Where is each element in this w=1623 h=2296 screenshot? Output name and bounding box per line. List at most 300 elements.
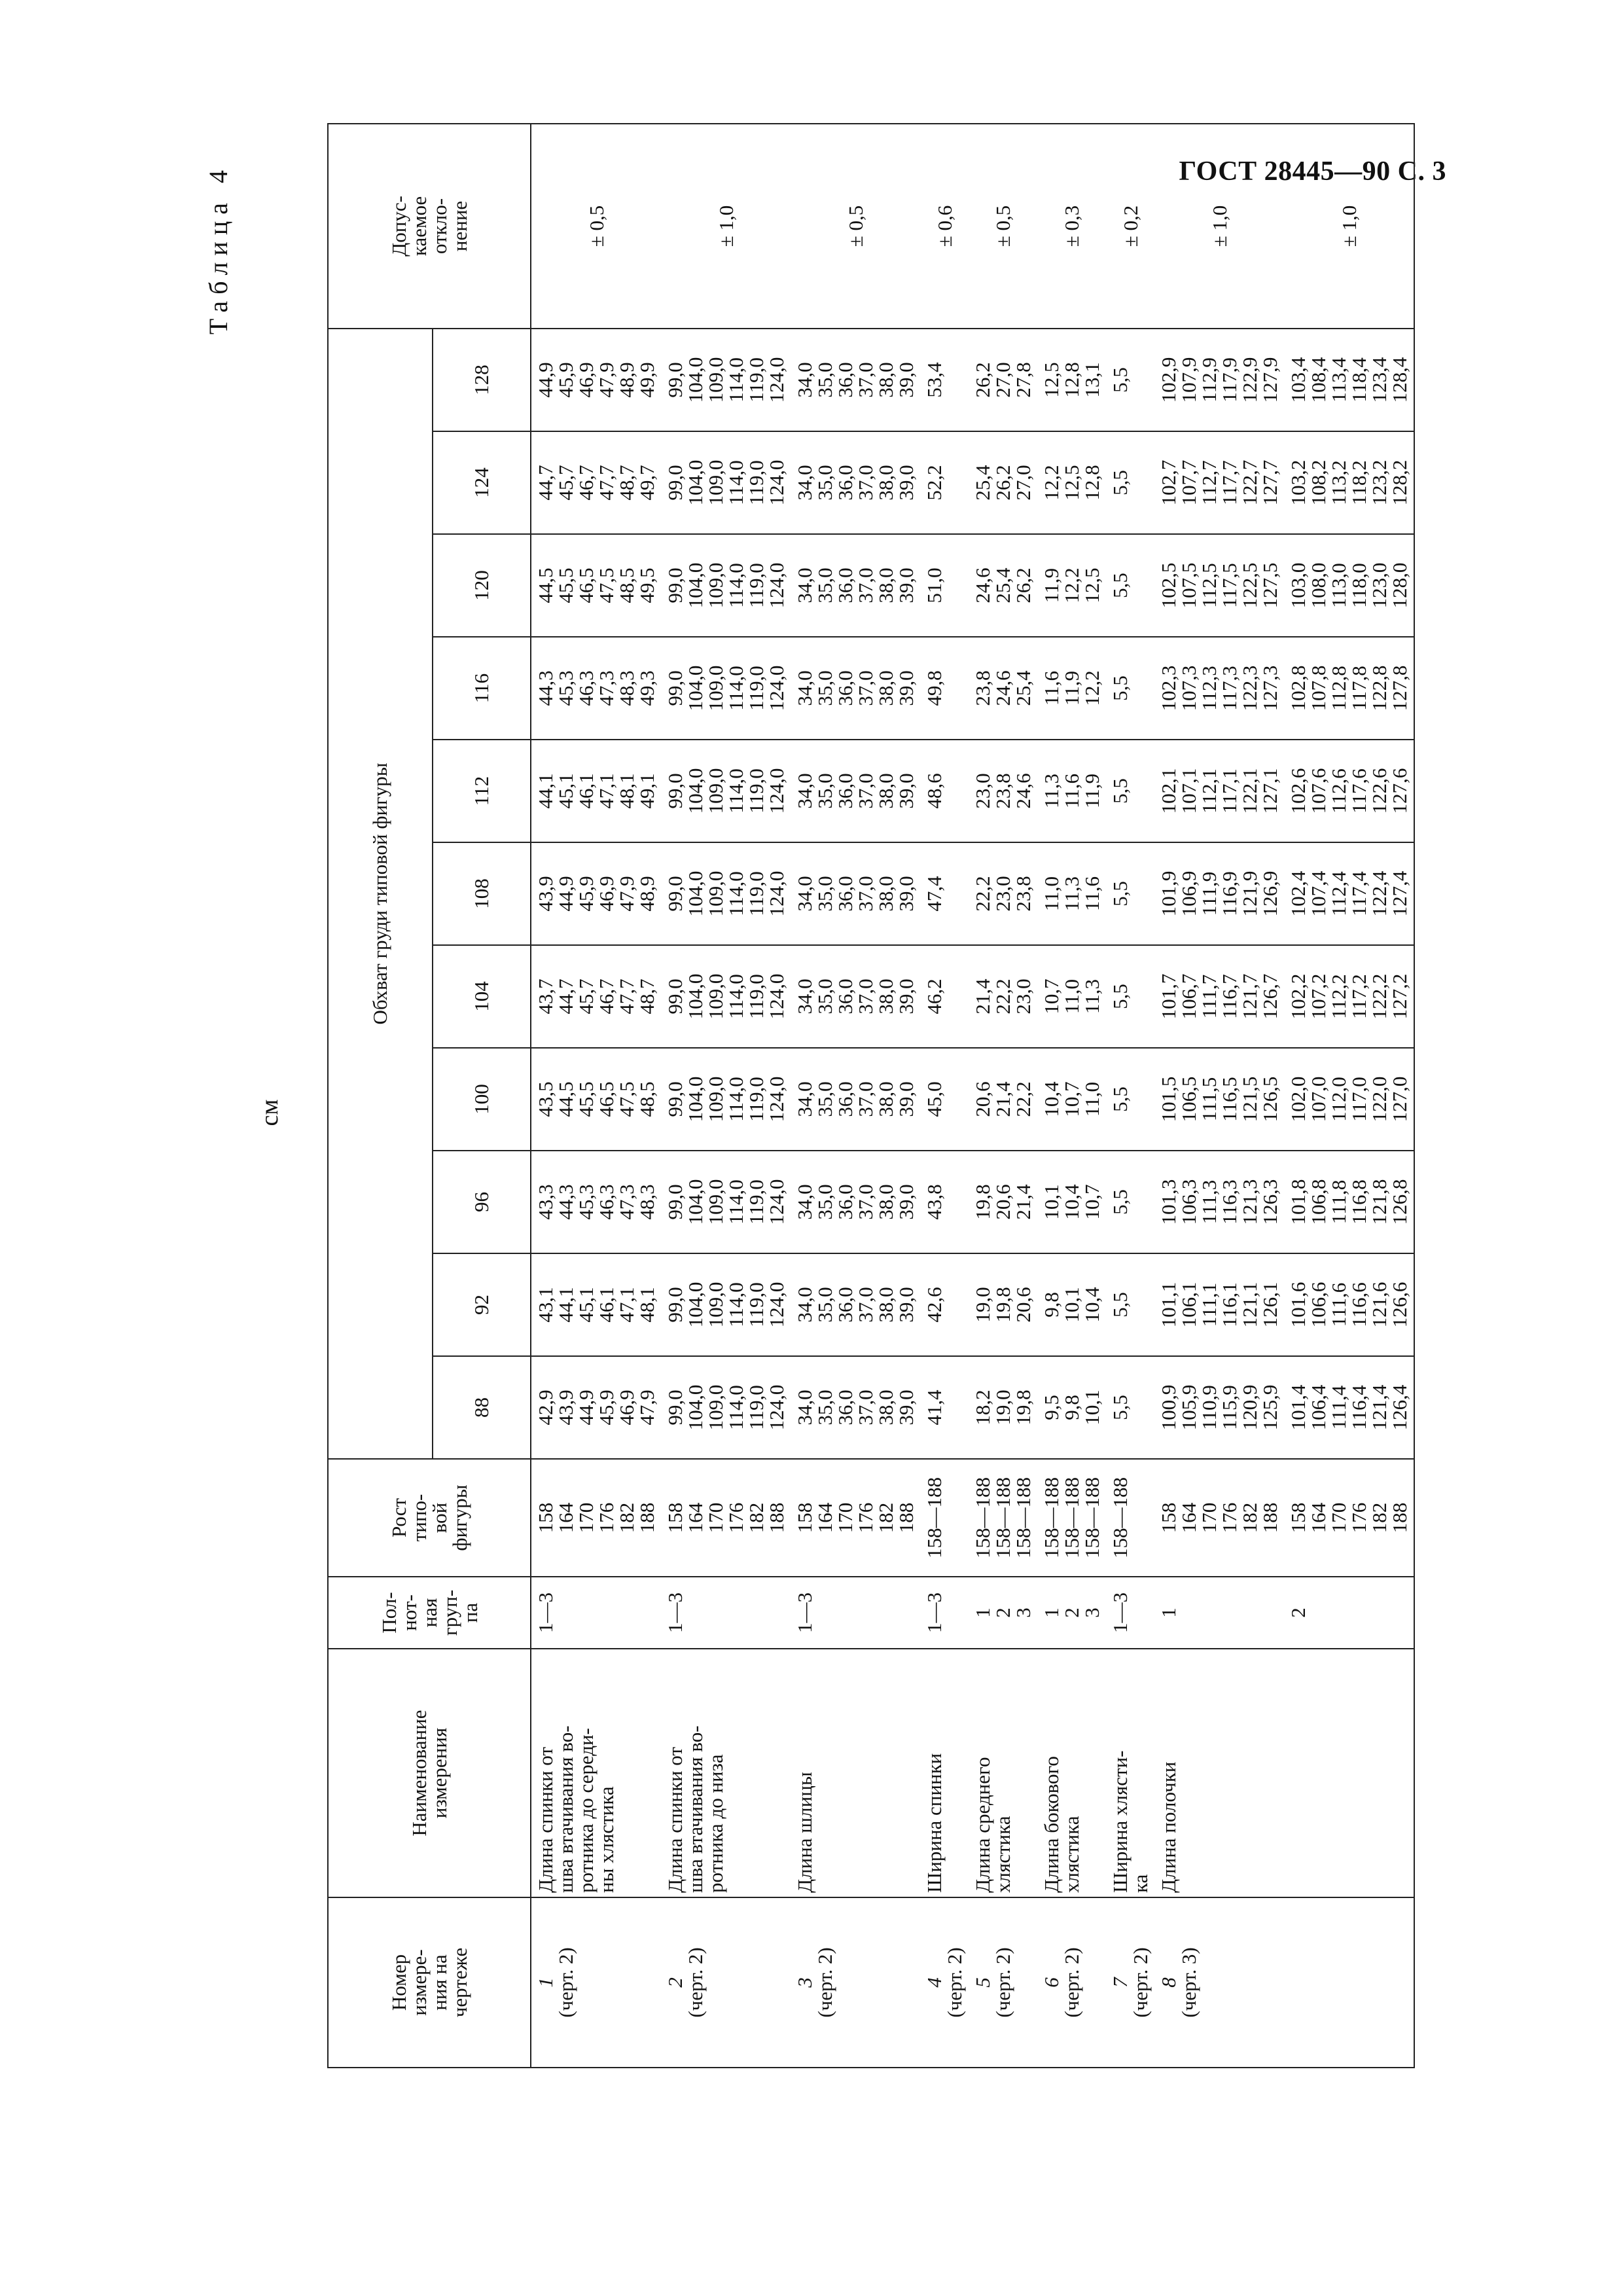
measurement-value: 111,5	[1198, 1077, 1221, 1122]
measurement-value: 38,0	[874, 670, 897, 706]
value-cell	[920, 842, 969, 945]
fullness-group	[969, 1577, 1037, 1649]
measurement-value: 46,7	[595, 978, 618, 1014]
measurement-value: 12,8	[1080, 465, 1103, 501]
measurement-value: 99,0	[664, 876, 687, 912]
value-cell	[1284, 534, 1414, 637]
height-value: 182	[874, 1502, 897, 1534]
measurement-value: 104,0	[684, 870, 707, 917]
value-cell	[531, 637, 661, 740]
measurement-value: 101,8	[1287, 1179, 1310, 1225]
measurement-value: 119,0	[745, 666, 768, 711]
measurement-value: 101,9	[1157, 870, 1180, 917]
measurement-value: 47,5	[615, 1081, 638, 1117]
value-cell	[791, 637, 920, 740]
measurement-value: 49,7	[635, 465, 658, 501]
measurement-value: 119,0	[745, 563, 768, 608]
value-cell	[1154, 637, 1284, 740]
measure-name-line: Длина спинки от	[664, 1747, 687, 1893]
group-value: 2	[991, 1607, 1014, 1618]
measurement-value: 111,4	[1327, 1385, 1350, 1430]
measurement-value: 49,5	[635, 567, 658, 603]
height-value: 188	[895, 1502, 918, 1534]
group-value: 1	[971, 1607, 994, 1618]
measurement-value: 124,0	[765, 562, 788, 609]
group-value: 3	[1080, 1607, 1103, 1618]
figure-height	[1037, 1459, 1106, 1577]
measurement-value: 127,7	[1258, 459, 1281, 506]
value-cell	[1154, 842, 1284, 945]
value-cell	[920, 637, 969, 740]
measurement-value: 19,8	[971, 1184, 994, 1220]
table-body	[531, 124, 1414, 2068]
height-value: 176	[854, 1502, 877, 1534]
figure-height	[661, 1459, 791, 1577]
measurement-value: 12,2	[1060, 567, 1083, 603]
measurement-value: 44,1	[534, 773, 557, 809]
value-cell	[531, 534, 661, 637]
measurement-value: 117,9	[1218, 357, 1241, 403]
header-line: Пол-	[377, 1592, 401, 1634]
header-line: чертеже	[448, 1947, 471, 2018]
measurement-value: 39,0	[895, 1081, 918, 1117]
height-value: 176	[595, 1502, 618, 1534]
measurement-value: 126,4	[1388, 1384, 1411, 1431]
value-cell	[661, 1151, 791, 1253]
measurement-value: 44,9	[534, 362, 557, 398]
measurement-value: 112,4	[1327, 871, 1350, 916]
col-header-tolerance	[328, 124, 531, 329]
value-cell	[969, 534, 1037, 637]
measurement-value: 115,9	[1218, 1385, 1241, 1430]
tolerance-value: ± 0,3	[1037, 124, 1106, 329]
measurement-value: 52,2	[923, 465, 946, 501]
measure-number-value: 1	[534, 1977, 557, 1988]
measurement-value: 46,7	[575, 465, 597, 501]
col-header-num	[328, 1897, 531, 2068]
measurement-value: 27,0	[1012, 465, 1035, 501]
measurement-value: 112,8	[1327, 666, 1350, 711]
measurement-value: 37,0	[854, 773, 877, 809]
measurement-value: 46,3	[575, 670, 597, 706]
measurement-value: 39,0	[895, 362, 918, 398]
measurement-value: 37,0	[854, 978, 877, 1014]
measurement-value: 118,2	[1347, 460, 1370, 505]
measure-number-value: 2	[664, 1977, 687, 1988]
measurement-value: 10,4	[1040, 1081, 1063, 1117]
measurement-value: 124,0	[765, 870, 788, 917]
value-cell	[661, 945, 791, 1048]
value-cell	[661, 842, 791, 945]
measurement-value: 119,0	[745, 1179, 768, 1225]
measurement-value: 38,0	[874, 1287, 897, 1323]
measurement-value: 35,0	[813, 362, 836, 398]
fullness-group	[661, 1577, 791, 1649]
measurement-value: 114,0	[724, 1385, 747, 1430]
measurement-value: 44,7	[534, 465, 557, 501]
measurement-value: 101,4	[1287, 1384, 1310, 1431]
measure-name	[920, 1649, 969, 1897]
measurement-value: 111,6	[1327, 1282, 1350, 1327]
measurement-value: 38,0	[874, 1390, 897, 1426]
caption-row	[177, 157, 321, 2068]
measurement-value: 24,6	[1012, 773, 1035, 809]
measure-number	[920, 1897, 969, 2068]
measurement-value: 44,7	[554, 978, 577, 1014]
page-header: ГОСТ 28445—90 С. 3	[1179, 156, 1446, 187]
measurement-value: 47,9	[595, 362, 618, 398]
measure-name-line: Длина полочки	[1157, 1761, 1180, 1893]
measurement-value: 10,7	[1040, 978, 1063, 1014]
measurement-value: 5,5	[1109, 984, 1132, 1009]
measurement-value: 48,3	[635, 1184, 658, 1220]
measurement-value: 38,0	[874, 978, 897, 1014]
measurement-value: 37,0	[854, 876, 877, 912]
measurement-value: 43,1	[534, 1287, 557, 1323]
measurement-value: 108,0	[1307, 562, 1330, 609]
value-cell	[969, 842, 1037, 945]
measurement-value: 122,2	[1368, 973, 1391, 1020]
height-value: 188	[765, 1502, 788, 1534]
measure-name-line: ротника до низа	[704, 1754, 727, 1893]
measurement-value: 46,1	[575, 773, 597, 809]
col-header-height	[328, 1459, 531, 1577]
measurement-value: 107,0	[1307, 1076, 1330, 1122]
measurement-value: 112,7	[1198, 460, 1221, 505]
measurement-value: 112,9	[1198, 357, 1221, 403]
measurement-value: 39,0	[895, 773, 918, 809]
measurement-value: 5,5	[1109, 573, 1132, 598]
measurement-value: 117,8	[1347, 666, 1370, 711]
header-line: груп-	[438, 1589, 461, 1636]
header-line: па	[458, 1602, 482, 1623]
measurement-value: 117,7	[1218, 460, 1241, 505]
measurement-value: 20,6	[1012, 1287, 1035, 1323]
measurement-value: 127,5	[1258, 562, 1281, 609]
measurement-value: 12,5	[1060, 465, 1083, 501]
tolerance-value: ± 0,5	[791, 124, 920, 329]
group-value: 1—3	[923, 1592, 946, 1633]
measurement-value: 100,9	[1157, 1384, 1180, 1431]
measurement-value: 102,0	[1287, 1076, 1310, 1122]
height-value: 164	[1307, 1502, 1330, 1534]
measurement-value: 107,7	[1177, 459, 1200, 506]
measure-name-line: хлястика	[991, 1816, 1014, 1893]
measurement-value: 38,0	[874, 876, 897, 912]
measurement-value: 39,0	[895, 1390, 918, 1426]
measurement-value: 45,9	[595, 1390, 618, 1426]
value-cell	[1284, 431, 1414, 534]
height-value: 164	[1177, 1502, 1200, 1534]
measurement-value: 113,0	[1327, 563, 1350, 608]
header-line: Номер	[387, 1954, 410, 2011]
measurement-value: 103,4	[1287, 357, 1310, 403]
measurement-value: 45,7	[575, 978, 597, 1014]
measurement-value: 122,1	[1238, 768, 1261, 814]
measurement-value: 110,9	[1198, 1385, 1221, 1430]
measure-name-line: Длина спинки от	[534, 1747, 557, 1893]
measure-name-line: шва втачивания во-	[554, 1725, 577, 1893]
measurement-value: 47,3	[595, 670, 618, 706]
measurement-value: 121,8	[1368, 1179, 1391, 1225]
measurement-value: 126,1	[1258, 1282, 1281, 1328]
measurement-value: 34,0	[793, 876, 816, 912]
header-line: ния на	[428, 1954, 451, 2011]
header-line: вой	[428, 1502, 451, 1534]
height-value: 182	[615, 1502, 638, 1534]
measurement-value: 19,8	[1012, 1390, 1035, 1426]
measurement-value: 23,8	[971, 670, 994, 706]
measurement-value: 117,6	[1347, 768, 1370, 814]
value-cell	[1037, 1356, 1106, 1459]
value-cell	[1154, 740, 1284, 842]
measure-name	[1106, 1649, 1154, 1897]
measurement-value: 99,0	[664, 1081, 687, 1117]
group-value: 3	[1012, 1607, 1035, 1618]
chest-size-header: 116	[433, 637, 531, 740]
measurement-value: 117,0	[1347, 1077, 1370, 1122]
measurement-value: 47,1	[595, 773, 618, 809]
measurement-value: 104,0	[684, 1384, 707, 1431]
measurement-value: 36,0	[834, 978, 857, 1014]
measurement-value: 44,1	[554, 1287, 577, 1323]
header-line: каемое	[408, 196, 431, 257]
value-cell	[920, 945, 969, 1048]
measurement-value: 26,2	[991, 465, 1014, 501]
measurement-value: 46,5	[575, 567, 597, 603]
table-row	[661, 124, 791, 2068]
value-cell	[1037, 945, 1106, 1048]
group-value: 2	[1060, 1607, 1083, 1618]
measurement-value: 112,6	[1327, 768, 1350, 814]
height-value: 164	[813, 1502, 836, 1534]
measure-name	[1154, 1649, 1284, 1897]
measurement-value: 117,4	[1347, 871, 1370, 916]
measure-name	[661, 1649, 791, 1897]
height-value: 170	[1327, 1502, 1350, 1534]
measurement-value: 10,4	[1060, 1184, 1083, 1220]
measurement-value: 35,0	[813, 1081, 836, 1117]
measurement-value: 102,6	[1287, 768, 1310, 814]
measurement-value: 36,0	[834, 1390, 857, 1426]
value-cell	[791, 1253, 920, 1356]
measurement-value: 120,9	[1238, 1384, 1261, 1431]
measurement-value: 47,3	[615, 1184, 638, 1220]
measurement-value: 104,0	[684, 973, 707, 1020]
height-value: 158—188	[1012, 1477, 1035, 1558]
fullness-group	[1106, 1577, 1154, 1649]
measurement-value: 38,0	[874, 567, 897, 603]
measurement-value: 45,1	[554, 773, 577, 809]
measurement-value: 45,5	[575, 1081, 597, 1117]
measurement-value: 36,0	[834, 1081, 857, 1117]
measurement-value: 45,9	[575, 876, 597, 912]
measurement-value: 34,0	[793, 362, 816, 398]
group-value: 1—3	[793, 1592, 816, 1633]
measurement-value: 42,9	[534, 1390, 557, 1426]
measurement-value: 20,6	[971, 1081, 994, 1117]
measurement-value: 24,6	[971, 567, 994, 603]
measure-number-value: 6	[1040, 1977, 1063, 1988]
measurement-value: 119,0	[745, 1077, 768, 1122]
measurement-value: 36,0	[834, 670, 857, 706]
header-line: Наименование	[408, 1710, 431, 1837]
drawing-ref: (черт. 2)	[1060, 1947, 1083, 2018]
measurement-value: 10,1	[1040, 1184, 1063, 1220]
measurement-value: 18,2	[971, 1390, 994, 1426]
measurement-value: 104,0	[684, 1076, 707, 1122]
value-cell	[661, 637, 791, 740]
measurement-value: 111,7	[1198, 974, 1221, 1019]
height-value: 188	[635, 1502, 658, 1534]
measurement-value: 37,0	[854, 1184, 877, 1220]
measurement-value: 48,1	[615, 773, 638, 809]
value-cell	[969, 1151, 1037, 1253]
value-cell	[1106, 637, 1154, 740]
value-cell	[531, 842, 661, 945]
figure-height	[920, 1459, 969, 1577]
measurement-value: 35,0	[813, 1287, 836, 1323]
measurement-value: 102,8	[1287, 665, 1310, 711]
measurement-value: 35,0	[813, 670, 836, 706]
tolerance-value: ± 0,5	[969, 124, 1037, 329]
measurement-value: 39,0	[895, 670, 918, 706]
measurement-value: 112,0	[1327, 1077, 1350, 1122]
value-cell	[531, 945, 661, 1048]
measurement-value: 116,8	[1347, 1179, 1370, 1225]
value-cell	[1106, 740, 1154, 842]
measurement-value: 23,8	[1012, 876, 1035, 912]
measurement-value: 113,4	[1327, 357, 1350, 403]
measurement-value: 11,9	[1080, 773, 1103, 809]
chest-size-header: 104	[433, 945, 531, 1048]
drawing-ref: (черт. 3)	[1177, 1947, 1200, 2018]
measurement-value: 116,1	[1218, 1282, 1241, 1327]
measurement-value: 22,2	[991, 978, 1014, 1014]
measurement-value: 109,0	[704, 665, 727, 711]
measure-name	[791, 1649, 920, 1897]
measurement-value: 118,0	[1347, 563, 1370, 608]
measurement-value: 124,0	[765, 973, 788, 1020]
height-value: 176	[1218, 1502, 1241, 1534]
measurement-value: 35,0	[813, 1184, 836, 1220]
measurement-value: 127,0	[1388, 1076, 1411, 1122]
table-row	[1284, 124, 1414, 2068]
measurement-value: 48,6	[923, 773, 946, 809]
measurement-value: 37,0	[854, 362, 877, 398]
measurement-value: 114,0	[724, 666, 747, 711]
tolerance-value: ± 1,0	[661, 124, 791, 329]
measurement-value: 114,0	[724, 871, 747, 916]
measurement-value: 23,0	[971, 773, 994, 809]
measure-number-value: 7	[1109, 1977, 1132, 1988]
measurement-value: 5,5	[1109, 1086, 1132, 1112]
measurements-table	[327, 123, 1415, 2068]
measurement-value: 123,4	[1368, 357, 1391, 403]
measurement-value: 122,3	[1238, 665, 1261, 711]
group-value: 1—3	[1109, 1592, 1132, 1633]
value-cell	[531, 1151, 661, 1253]
measurement-value: 122,9	[1238, 357, 1261, 403]
measurement-value: 114,0	[724, 1282, 747, 1327]
measurement-value: 11,3	[1040, 773, 1063, 809]
height-value: 176	[724, 1502, 747, 1534]
measurement-value: 106,1	[1177, 1282, 1200, 1328]
measurement-value: 26,2	[971, 362, 994, 398]
measurement-value: 21,4	[1012, 1184, 1035, 1220]
measurement-value: 114,0	[724, 460, 747, 505]
measurement-value: 35,0	[813, 773, 836, 809]
measure-name	[1037, 1649, 1106, 1897]
measurement-value: 126,6	[1388, 1282, 1411, 1328]
measurement-value: 36,0	[834, 876, 857, 912]
height-value: 158—188	[971, 1477, 994, 1558]
value-cell	[1106, 329, 1154, 431]
measurement-value: 122,0	[1368, 1076, 1391, 1122]
measurement-value: 35,0	[813, 1390, 836, 1426]
measurement-value: 114,0	[724, 768, 747, 814]
measurement-value: 102,5	[1157, 562, 1180, 609]
measure-name-line: Ширина спинки	[923, 1753, 946, 1893]
height-value: 164	[684, 1502, 707, 1534]
table-caption: Таблица 4	[204, 164, 233, 335]
header-line: нение	[448, 200, 471, 252]
measurement-value: 99,0	[664, 1287, 687, 1323]
measurement-value: 119,0	[745, 460, 768, 505]
value-cell	[661, 329, 791, 431]
measurement-value: 125,9	[1258, 1384, 1281, 1431]
measurement-value: 46,9	[575, 362, 597, 398]
height-value: 182	[745, 1502, 768, 1534]
value-cell	[969, 945, 1037, 1048]
measurement-value: 112,3	[1198, 666, 1221, 711]
measurement-value: 117,2	[1347, 974, 1370, 1019]
measurement-value: 5,5	[1109, 470, 1132, 495]
table-row	[531, 124, 661, 2068]
fullness-group	[1037, 1577, 1106, 1649]
figure-height	[791, 1459, 920, 1577]
chest-size-header: 96	[433, 1151, 531, 1253]
measurement-value: 124,0	[765, 1076, 788, 1122]
measurement-value: 42,6	[923, 1287, 946, 1323]
height-value: 158	[1287, 1502, 1310, 1534]
value-cell	[969, 740, 1037, 842]
measurement-value: 44,3	[534, 670, 557, 706]
measurement-value: 112,2	[1327, 974, 1350, 1019]
measurement-value: 48,9	[615, 362, 638, 398]
measurement-value: 35,0	[813, 978, 836, 1014]
measurement-value: 39,0	[895, 978, 918, 1014]
measurement-value: 48,3	[615, 670, 638, 706]
measurement-value: 108,2	[1307, 459, 1330, 506]
height-value: 170	[1198, 1502, 1221, 1534]
measurement-value: 124,0	[765, 665, 788, 711]
measurement-value: 127,8	[1388, 665, 1411, 711]
measurement-value: 49,1	[635, 773, 658, 809]
measurement-value: 99,0	[664, 362, 687, 398]
measurement-value: 46,5	[595, 1081, 618, 1117]
measurement-value: 119,0	[745, 974, 768, 1019]
measurement-value: 119,0	[745, 871, 768, 916]
measurement-value: 27,8	[1012, 362, 1035, 398]
header-line: измере-	[408, 1949, 431, 2016]
measurement-value: 45,3	[554, 670, 577, 706]
measurement-value: 109,0	[704, 357, 727, 403]
measurement-value: 122,6	[1368, 768, 1391, 814]
measurement-value: 46,1	[595, 1287, 618, 1323]
measurement-value: 10,1	[1080, 1390, 1103, 1426]
measurement-value: 36,0	[834, 465, 857, 501]
